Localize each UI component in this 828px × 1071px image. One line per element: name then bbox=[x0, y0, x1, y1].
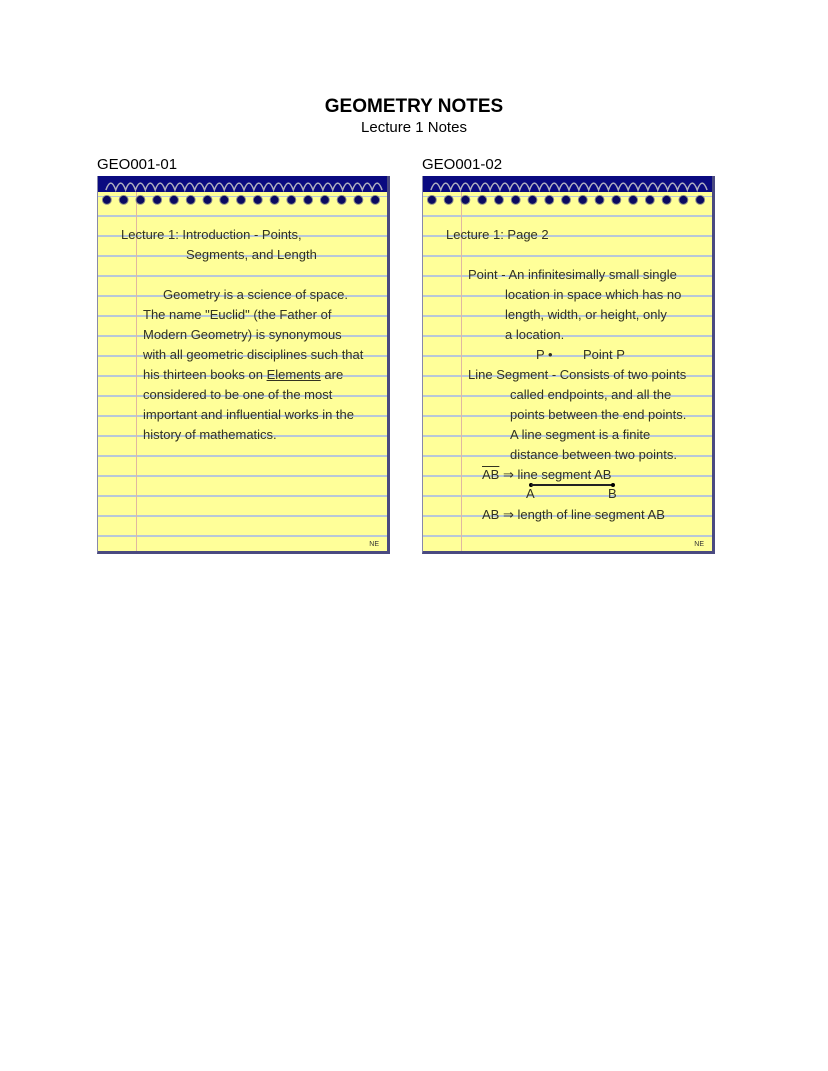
note-text-line: points between the end points. bbox=[510, 407, 687, 422]
note-text-line: important and influential works in the bbox=[143, 407, 355, 422]
note-heading: Lecture 1: Introduction - Points, bbox=[121, 227, 302, 242]
note-heading: Lecture 1: Page 2 bbox=[446, 227, 549, 242]
note-text-line: Geometry is a science of space. bbox=[163, 287, 348, 302]
note-text-line: The name "Euclid" (the Father of bbox=[143, 307, 332, 322]
segment-ab-meaning: ⇒ line segment AB bbox=[502, 467, 612, 482]
page-subtitle: Lecture 1 Notes bbox=[361, 119, 467, 136]
note-text-line: location in space which has no bbox=[505, 287, 682, 302]
note-text-line: A line segment is a finite bbox=[510, 427, 651, 442]
notepad-card-1 bbox=[97, 176, 390, 554]
card-label-2: GEO001-02 bbox=[422, 156, 503, 173]
segment-ab-diagram bbox=[531, 484, 613, 486]
point-definition: Point - An infinitesimally small single bbox=[468, 267, 677, 282]
length-notation-line: AB ⇒ length of line segment AB bbox=[482, 507, 665, 522]
note-text-line: history of mathematics. bbox=[143, 427, 277, 442]
segment-notation-line bbox=[482, 465, 611, 485]
note-text-line: Modern Geometry) is synonymous bbox=[143, 327, 342, 342]
note-heading-cont: Segments, and Length bbox=[186, 247, 317, 262]
spiral-binding-icon bbox=[98, 176, 387, 206]
line-segment-definition: Line Segment - Consists of two points bbox=[468, 367, 687, 382]
spiral-binding-icon bbox=[423, 176, 712, 206]
corner-mark: NE bbox=[694, 541, 704, 548]
margin-line bbox=[136, 192, 137, 551]
notepad-card-2 bbox=[422, 176, 715, 554]
note-text: are bbox=[320, 367, 344, 382]
note-text: his thirteen books on bbox=[143, 367, 267, 382]
note-text-line: a location. bbox=[505, 327, 565, 342]
corner-mark: NE bbox=[369, 541, 379, 548]
note-text-line: with all geometric disciplines such that bbox=[143, 347, 364, 362]
note-text-line bbox=[143, 365, 343, 385]
note-text-line: called endpoints, and all the bbox=[510, 387, 672, 402]
endpoint-a-label: A bbox=[526, 486, 535, 501]
point-p-symbol: P • bbox=[536, 347, 553, 362]
margin-line bbox=[461, 192, 462, 551]
elements-title: Elements bbox=[266, 367, 321, 382]
page-title: GEOMETRY NOTES bbox=[324, 96, 504, 117]
segment-ab-symbol: $\overline{AB}$ bbox=[482, 467, 500, 482]
point-p-label: Point P bbox=[583, 347, 625, 362]
note-text-line: distance between two points. bbox=[510, 447, 677, 462]
note-text-line: length, width, or height, only bbox=[505, 307, 667, 322]
card-label-1: GEO001-01 bbox=[97, 156, 178, 173]
endpoint-b-label: B bbox=[608, 486, 617, 501]
note-text-line: considered to be one of the most bbox=[143, 387, 333, 402]
